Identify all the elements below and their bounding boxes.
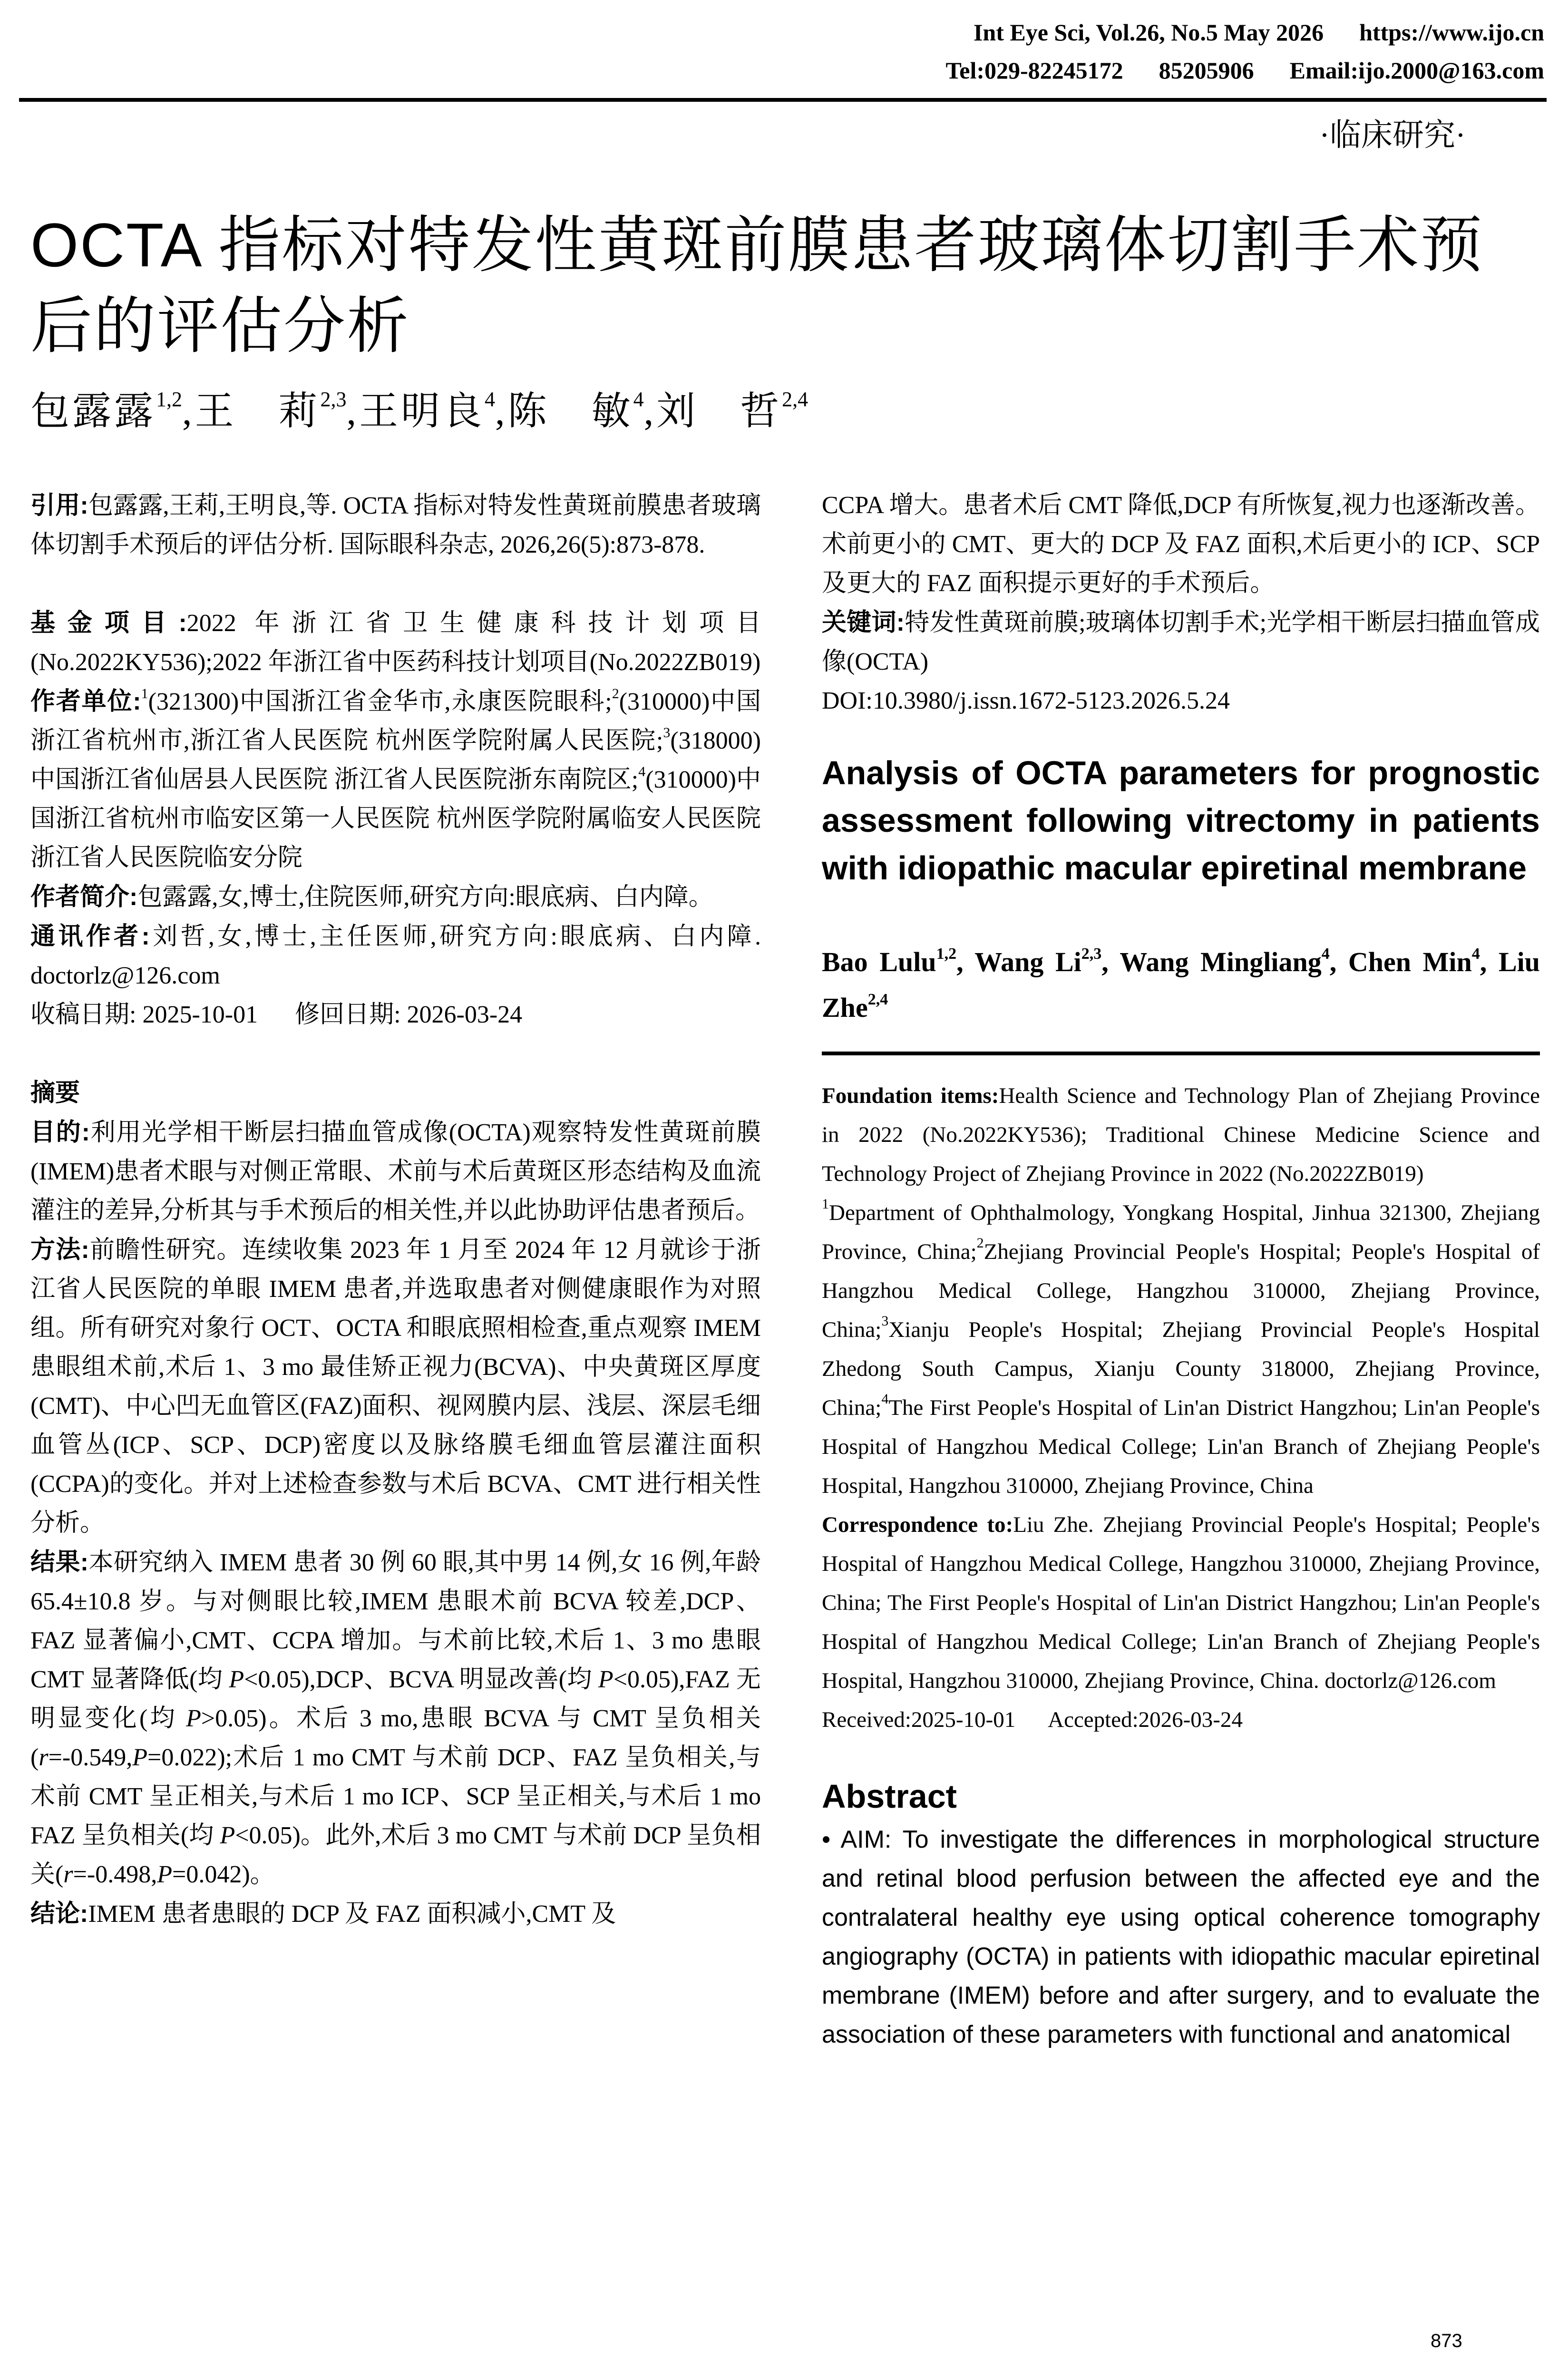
affiliations-en: [822, 1193, 1540, 1505]
results-text: >0.05)。术后 3 mo,患眼 BCVA 与 CMT 呈负相关(: [30, 1705, 761, 1771]
author-name: Bao Lulu: [822, 946, 936, 977]
author-list-cn: 包露露$^{1,2}$,王 莉$^{2,3}$,王明良$^4$,陈 敏$^4$,刘 哲$^{2,4}$: [30, 388, 808, 433]
affiliation-text: (310000)中国浙江省杭州市临安区第一人民医院 杭州医学院附属临安人民医院 浙江省人民医院临安分院: [30, 766, 761, 871]
author-affiliation: 2,4: [867, 991, 888, 1008]
abstract-results: [30, 1543, 761, 1894]
affiliation-number: 3: [881, 1313, 889, 1329]
affiliation-number: 2: [612, 686, 619, 701]
abstract-heading-en: Abstract: [822, 1778, 957, 1815]
affiliation-text: Xianju People's Hospital; Zhejiang Provincial People's Hospital Zhedong South Campus, Xianju County 318000, Zhejiang Province, China;: [822, 1317, 1540, 1420]
author-affiliation: 1,2: [936, 945, 957, 963]
corr-label: 通讯作者:: [30, 923, 150, 950]
left-column: [30, 486, 761, 1934]
results-text: 本研究纳入 IMEM 患者 30 例 60 眼,其中男 14 例,女 16 例,年龄 65.4±10.8 岁。与对侧眼比较,IMEM 患眼术前 BCVA 较差,DCP、FAZ 显著偏小,CMT、CCPA 增加。与术前比较,术后 1、3 mo 患眼 CMT 显著降低(均: [30, 1549, 761, 1693]
author-affiliation: 4: [1321, 945, 1330, 963]
results-text: <0.05),FAZ 无明显变化(均: [30, 1666, 761, 1732]
affiliation-text: (310000)中国浙江省杭州市,浙江省人民医院 杭州医学院附属人民医院;: [30, 688, 761, 754]
doi[interactable]: DOI:10.3980/j.issn.1672-5123.2026.5.24: [822, 687, 1230, 714]
affiliation-text: (318000)中国浙江省仙居县人民医院 浙江省人民医院浙东南院区;: [30, 727, 761, 793]
abstract-methods: [30, 1230, 761, 1543]
foundation-label: Foundation items:: [822, 1083, 999, 1108]
accepted-date-en: Accepted:2026-03-24: [1048, 1707, 1243, 1732]
dates-en: [822, 1700, 1540, 1739]
affiliation-number: 2: [976, 1235, 984, 1251]
author-bio: [30, 877, 761, 917]
foundation-text: Health Science and Technology Plan of Zhejiang Province in 2022 (No.2022KY536); Traditional Chinese Medicine Science and Technology Project of Zhejiang Province in 2022 (No.2022ZB019): [822, 1083, 1540, 1186]
p-symbol: P: [220, 1822, 235, 1849]
p-symbol: P: [157, 1861, 172, 1888]
p-symbol: P: [229, 1666, 244, 1693]
results-text: =-0.549,: [48, 1744, 133, 1771]
journal-contact-line: Tel:029-82245172 85205906 Email:ijo.2000@163.com: [945, 57, 1544, 84]
author-name: 王 莉: [195, 390, 321, 433]
bio-label: 作者简介:: [30, 883, 138, 911]
article-title-cn: OCTA 指标对特发性黄斑前膜患者玻璃体切割手术预后的评估分析: [30, 210, 1484, 360]
affiliation-text: Zhejiang Provincial People's Hospital; People's Hospital of Hangzhou Medical College, Hangzhou 310000, Zhejiang Province, China;: [822, 1239, 1540, 1342]
corr-text-en: Liu Zhe. Zhejiang Provincial People's Hospital; People's Hospital of Hangzhou Medical College, Hangzhou 310000, Zhejiang Province, China; The First People's Hospital of Lin'an District Hangzhou; Lin'an People's Hospital of Hangzhou Medical College; Lin'an Branch of Zhejiang People's Hospital, Hangzhou 310000, Zhejiang Province, China. doctorlz@126.com: [822, 1512, 1540, 1693]
citation-text: 包露露,王莉,王明良,等. OCTA 指标对特发性黄斑前膜患者玻璃体切割手术预后的评估分析. 国际眼科杂志, 2026,26(5):873-878.: [30, 492, 761, 558]
author-name: Liu Zhe: [822, 946, 1540, 1023]
p-symbol: P: [186, 1705, 201, 1732]
author-name: 王明良: [359, 390, 485, 433]
methods-text: 前瞻性研究。连续收集 2023 年 1 月至 2024 年 12 月就诊于浙江省人民医院的单眼 IMEM 患者,并选取患者对侧健康眼作为对照组。所有研究对象行 OCT、OCTA 和眼底照相检查,重点观察 IMEM 患眼组术前,术后 1、3 mo 最佳矫正视力(BCVA)、中央黄斑区厚度(CMT)、中心凹无血管区(FAZ)面积、视网膜内层、浅层、深层毛细血管丛(ICP、SCP、DCP)密度以及脉络膜毛细血管层灌注面积(CCPA)的变化。并对上述检查参数与术后 BCVA、CMT 进行相关性分析。: [30, 1237, 761, 1537]
aim-label: 目的:: [30, 1119, 90, 1146]
affiliation-number: 4: [881, 1391, 889, 1407]
methods-label: 方法:: [30, 1236, 89, 1264]
results-label: 结果:: [30, 1549, 89, 1576]
revised-date: 修回日期: 2026-03-24: [295, 1001, 523, 1028]
affiliation-text: (321300)中国浙江省金华市,永康医院眼科;: [148, 688, 612, 715]
bullet-icon: •: [822, 1826, 831, 1853]
author-name: 刘 哲: [656, 390, 782, 433]
affiliation-number: 1: [822, 1196, 829, 1212]
aim-text-en: To investigate the differences in morphological structure and retinal blood perfusion between the affected eye and the contralateral healthy eye using optical coherence tomography angiography (OCTA) in patients with idiopathic macular epiretinal membrane (IMEM) before and after surgery, and to evaluate the association of these parameters with functional and anatomical: [822, 1826, 1540, 2048]
affiliation-number: 4: [638, 764, 646, 779]
affiliation-text: Department of Ophthalmology, Yongkang Hospital, Jinhua 321300, Zhejiang Province, China;: [822, 1200, 1540, 1264]
p-symbol: P: [598, 1666, 614, 1693]
keywords: [822, 603, 1540, 682]
results-text: <0.05)。此外,术后 3 mo CMT 与术前 DCP 呈负相关(: [30, 1822, 761, 1888]
author-affiliation: 2,4: [782, 388, 808, 411]
author-affiliation: 2,3: [320, 388, 347, 411]
abstract-aim-en: [822, 1820, 1540, 2054]
author-affiliation: 4: [633, 388, 644, 411]
corresponding-author: [30, 917, 761, 995]
author-affiliation: 4: [1471, 945, 1480, 963]
received-date: 收稿日期: 2025-10-01: [30, 1001, 258, 1028]
corr-label-en: Correspondence to:: [822, 1512, 1013, 1537]
section-tag: ·临床研究·: [1319, 118, 1466, 153]
results-text: =0.042)。: [172, 1861, 275, 1888]
journal-header-line: Int Eye Sci, Vol.26, No.5 May 2026 https://www.ijo.cn: [973, 19, 1544, 46]
author-affiliation: 1,2: [156, 388, 183, 411]
affiliation-number: 3: [663, 725, 671, 740]
results-text: <0.05),DCP、BCVA 明显改善(均: [244, 1666, 598, 1693]
author-name: Chen Min: [1348, 946, 1472, 977]
keywords-text: 特发性黄斑前膜;玻璃体切割手术;光学相干断层扫描血管成像(OCTA): [822, 609, 1540, 675]
article-title-en: Analysis of OCTA parameters for prognostic assessment following vitrectomy in patients with idiopathic macular epiretinal membrane: [822, 754, 1540, 887]
conclusion-continued: CCPA 增大。患者术后 CMT 降低,DCP 有所恢复,视力也逐渐改善。术前更小的 CMT、更大的 DCP 及 FAZ 面积,术后更小的 ICP、SCP 及更大的 FAZ 面积提示更好的手术预后。: [822, 492, 1540, 597]
funding-label: 基金项目:: [30, 609, 187, 637]
affiliation-number: 1: [141, 686, 148, 701]
funding-text: 2022 年浙江省卫生健康科技计划项目(No.2022KY536);2022 年浙江省中医药科技计划项目(No.2022ZB019): [30, 610, 761, 676]
author-affiliation: 2,3: [1081, 945, 1102, 963]
r-symbol: r: [63, 1861, 73, 1888]
aim-label-en: AIM:: [840, 1826, 892, 1853]
conclusion-text: IMEM 患者患眼的 DCP 及 FAZ 面积减小,CMT 及: [88, 1900, 616, 1928]
conclusion-label: 结论:: [30, 1900, 88, 1928]
foundation-items: [822, 1076, 1540, 1193]
funding: [30, 604, 761, 682]
section-rule: [822, 1052, 1540, 1055]
dates-cn: [30, 995, 761, 1034]
page-number: 873: [1431, 2330, 1462, 2351]
author-name: Wang Li: [974, 946, 1081, 977]
results-text: =-0.498,: [73, 1861, 157, 1888]
abstract-aim: [30, 1113, 761, 1230]
affiliations-cn: [30, 682, 761, 877]
r-symbol: r: [39, 1744, 49, 1771]
keywords-label: 关键词:: [822, 609, 905, 636]
header-rule: [19, 98, 1547, 102]
author-affiliation: 4: [485, 388, 496, 411]
abstract-conclusion: [30, 1894, 761, 1934]
citation-label: 引用:: [30, 492, 88, 519]
received-date-en: Received:2025-10-01: [822, 1707, 1016, 1732]
abstract-heading-cn: [30, 1073, 761, 1113]
corr-text: 刘哲,女,博士,主任医师,研究方向:眼底病、白内障. doctorlz@126.com: [30, 923, 761, 989]
results-text: =0.022);术后 1 mo CMT 与术前 DCP、FAZ 呈负相关,与术前 CMT 呈正相关,与术后 1 mo ICP、SCP 呈正相关,与术后 1 mo FAZ 呈负相关(均: [30, 1744, 761, 1849]
bio-text: 包露露,女,博士,住院医师,研究方向:眼底病、白内障。: [137, 884, 713, 911]
author-name: 包露露: [30, 390, 156, 433]
abstract-heading: 摘要: [30, 1079, 80, 1107]
p-symbol: P: [132, 1744, 147, 1771]
author-list-en: Bao Lulu$^{1,2}$, Wang Li$^{2,3}$, Wang Mingliang$^4$, Chen Min$^4$, Liu Zhe$^{2,4}$: [822, 945, 1540, 1023]
author-name: Wang Mingliang: [1120, 946, 1322, 977]
affiliation-label: 作者单位:: [30, 688, 141, 715]
correspondence-en: [822, 1505, 1540, 1700]
citation: [30, 486, 761, 565]
author-name: 陈 敏: [507, 390, 633, 433]
aim-text: 利用光学相干断层扫描血管成像(OCTA)观察特发性黄斑前膜(IMEM)患者术眼与对侧正常眼、术前与术后黄斑区形态结构及血流灌注的差异,分析其与手术预后的相关性,并以此协助评估患者预后。: [30, 1119, 761, 1224]
right-column: [822, 486, 1540, 2054]
affiliation-text: The First People's Hospital of Lin'an District Hangzhou; Lin'an People's Hospital of Hangzhou Medical College; Lin'an Branch of Zhejiang People's Hospital, Hangzhou 310000, Zhejiang Province, China: [822, 1395, 1540, 1498]
